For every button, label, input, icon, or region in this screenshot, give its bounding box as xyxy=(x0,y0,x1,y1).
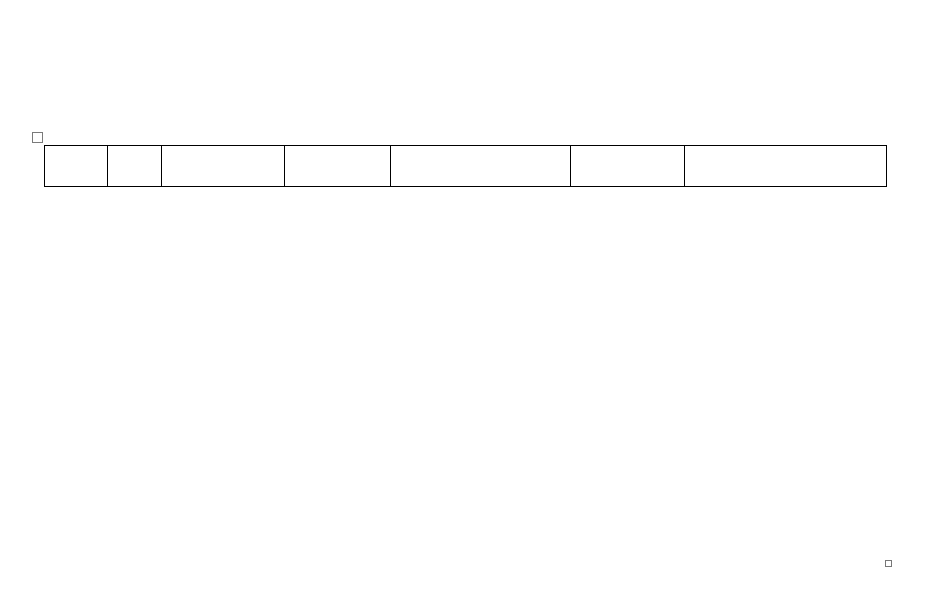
header-time xyxy=(162,146,285,187)
table-header-row xyxy=(45,146,887,187)
table-move-handle-icon[interactable] xyxy=(32,132,43,143)
header-attendees xyxy=(685,146,887,187)
header-location xyxy=(285,146,391,187)
header-content xyxy=(391,146,571,187)
header-weekday xyxy=(108,146,162,187)
header-host xyxy=(571,146,685,187)
table-resize-handle[interactable] xyxy=(885,560,892,567)
header-date xyxy=(45,146,108,187)
document-title xyxy=(0,28,933,50)
document-subtitle xyxy=(0,91,933,111)
meeting-schedule-table xyxy=(44,145,887,187)
